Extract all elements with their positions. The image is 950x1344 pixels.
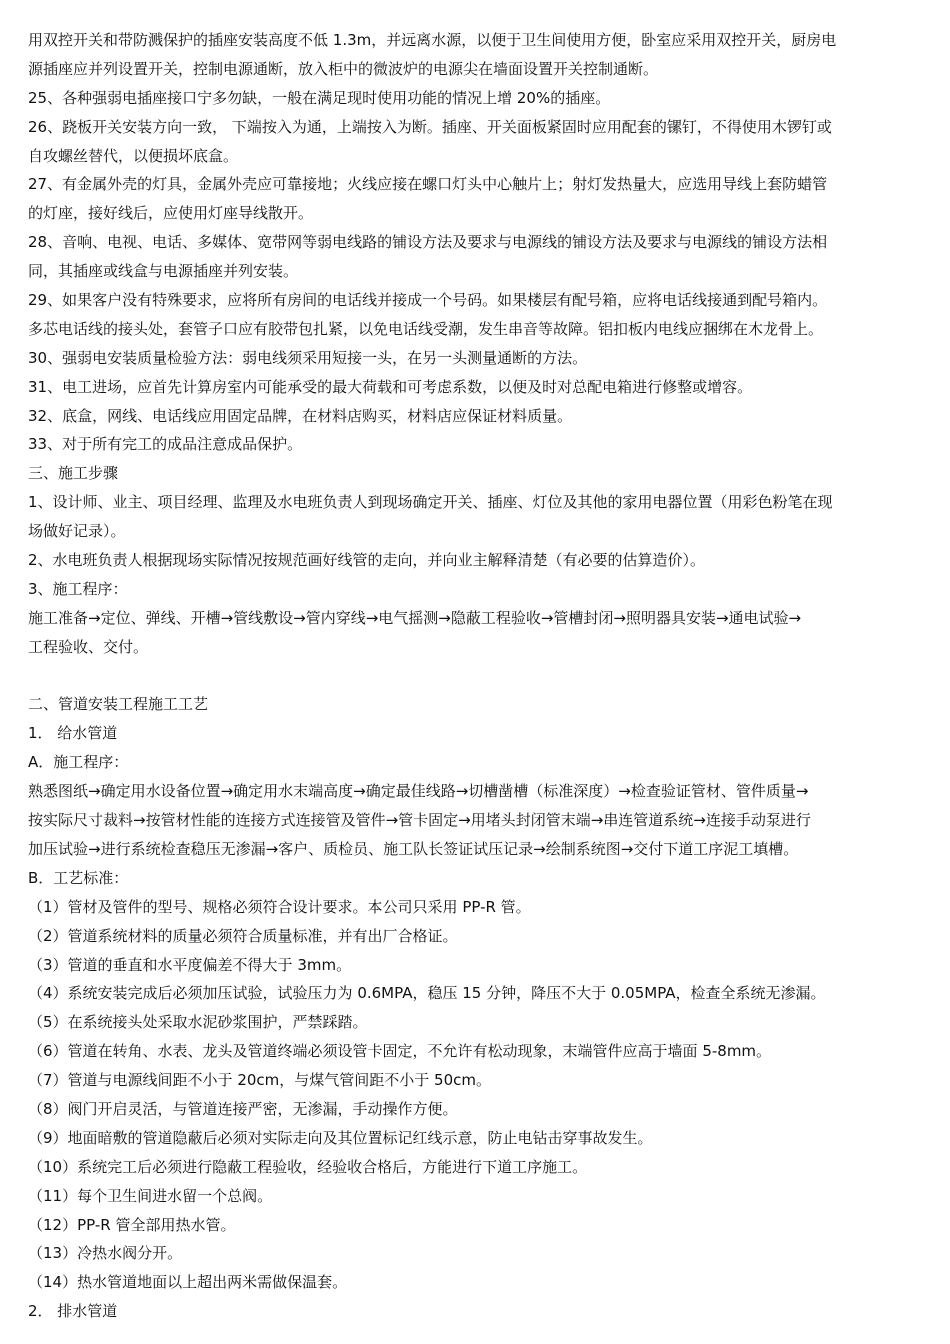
section-heading: 三、施工步骤 (28, 464, 119, 483)
text-line: 26、跷板开关安装方向一致， 下端按入为通，上端按入为断。插座、开关面板紧固时应用配套的镙钉，不得使用木锣钉或 (28, 117, 832, 136)
text-line: 2、水电班负责人根据现场实际情况按规范画好线管的走向，并向业主解释清楚（有必要的估算造价）。 (28, 551, 706, 570)
text-line: 用双控开关和带防溅保护的插座安装高度不低 1.3m，并远离水源，以便于卫生间使用方便，卧室应采用双控开关，厨房电 (28, 31, 837, 49)
text-line: 31、电工进场，应首先计算房室内可能承受的最大荷载和可考虑系数，以便及时对总配电箱进行修整或增容。 (28, 377, 753, 396)
text-line: 多芯电话线的接头处，套管子口应有胶带包扎紧，以免电话线受潮，发生串音等故障。铝扣板内电线应捆绑在木龙骨上。 (28, 319, 824, 338)
text-line: 场做好记录）。 (28, 522, 126, 541)
subsection-heading: 2． 排水管道 (28, 1302, 118, 1321)
text-line: 33、对于所有完工的成品注意成品保护。 (28, 435, 303, 454)
text-line: 1、设计师、业主、项目经理、监理及水电班负责人到现场确定开关、插座、灯位及其他的家用电器位置（用彩色粉笔在现 (28, 493, 833, 512)
list-item: （5）在系统接头处采取水泥砂浆围护，严禁踩踏。 (28, 1013, 368, 1032)
text-line: 25、各种强弱电插座接口宁多勿缺，一般在满足现时使用功能的情况上增 20%的插座。 (28, 88, 611, 107)
list-item: （1）管材及管件的型号、规格必须符合设计要求。本公司只采用 PP-R 管。 (28, 897, 531, 916)
text-line: A．施工程序： (28, 753, 129, 772)
text-line: 27、有金属外壳的灯具，金属外壳应可靠接地；火线应接在螺口灯头中心触片上；射灯发热量大，应选用导线上套防蜡管 (28, 175, 828, 194)
text-line: 源插座应并列设置开关，控制电源通断，放入柜中的微波炉的电源尖在墙面设置开关控制通断。 (28, 59, 659, 78)
list-item: （8）阀门开启灵活，与管道连接严密，无渗漏，手动操作方便。 (28, 1099, 458, 1118)
text-line: B．工艺标准： (28, 868, 129, 887)
text-line: 工程验收、交付。 (28, 637, 149, 656)
text-line: 加压试验→进行系统检查稳压无渗漏→客户、质检员、施工队长签证试压记录→绘制系统图→交付下道工序泥工填槽。 (28, 839, 799, 858)
text-line: 29、如果客户没有特殊要求，应将所有房间的电话线并接成一个号码。如果楼层有配号箱，应将电话线接通到配号箱内。 (28, 291, 828, 310)
list-item: （7）管道与电源线间距不小于 20cm，与煤气管间距不小于 50cm。 (28, 1071, 491, 1090)
text-line: 的灯座，接好线后，应使用灯座导线散开。 (28, 204, 314, 223)
list-item: （10）系统完工后必须进行隐蔽工程验收，经验收合格后，方能进行下道工序施工。 (28, 1157, 588, 1176)
text-line: 同，其插座或线盒与电源插座并列安装。 (28, 262, 299, 281)
text-line: 施工准备→定位、弹线、开槽→管线敷设→管内穿线→电气摇测→隐蔽工程验收→管槽封闭→照明器具安装→通电试验→ (28, 608, 802, 627)
list-item: （9）地面暗敷的管道隐蔽后必须对实际走向及其位置标记红线示意，防止电钻击穿事故发生。 (28, 1128, 653, 1147)
list-item: （11）每个卫生间进水留一个总阀。 (28, 1186, 273, 1205)
text-line: 自攻螺丝替代，以便损坏底盒。 (28, 146, 239, 165)
list-item: （14）热水管道地面以上超出两米需做保温套。 (28, 1273, 348, 1292)
list-item: （3）管道的垂直和水平度偏差不得大于 3mm。 (28, 955, 352, 974)
list-item: （2）管道系统材料的质量必须符合质量标准，并有出厂合格证。 (28, 926, 458, 945)
list-item: （13）冷热水阀分开。 (28, 1244, 183, 1263)
text-line: 28、音响、电视、电话、多媒体、宽带网等弱电线路的铺设方法及要求与电源线的铺设方法及要求与电源线的铺设方法相 (28, 233, 828, 252)
blank-line (28, 662, 928, 691)
document-page (28, 26, 928, 1326)
text-line: 32、底盒，网线、电话线应用固定品牌，在材料店购买，材料店应保证材料质量。 (28, 406, 573, 425)
list-item: （4）系统安装完成后必须加压试验，试验压力为 0.6MPA，稳压 15 分钟，降压不大于 0.05MPA，检查全系统无渗漏。 (28, 984, 826, 1003)
text-line: 3、施工程序： (28, 579, 128, 598)
section-heading: 二、管道安装工程施工工艺 (28, 695, 209, 714)
subsection-heading: 1． 给水管道 (28, 724, 118, 743)
text-line: 熟悉图纸→确定用水设备位置→确定用水末端高度→确定最佳线路→切槽凿槽（标准深度）→检查验证管材、管件质量→ (28, 782, 809, 801)
text-line: 30、强弱电安装质量检验方法：弱电线须采用短接一头，在另一头测量通断的方法。 (28, 348, 588, 367)
list-item: （12）PP-R 管全部用热水管。 (28, 1215, 236, 1234)
list-item: （6）管道在转角、水表、龙头及管道终端必须设管卡固定，不允许有松动现象，末端管件应高于墙面 5-8mm。 (28, 1042, 772, 1061)
text-line: 按实际尺寸裁料→按管材性能的连接方式连接管及管件→管卡固定→用堵头封闭管末端→串连管道系统→连接手动泵进行 (28, 811, 811, 830)
